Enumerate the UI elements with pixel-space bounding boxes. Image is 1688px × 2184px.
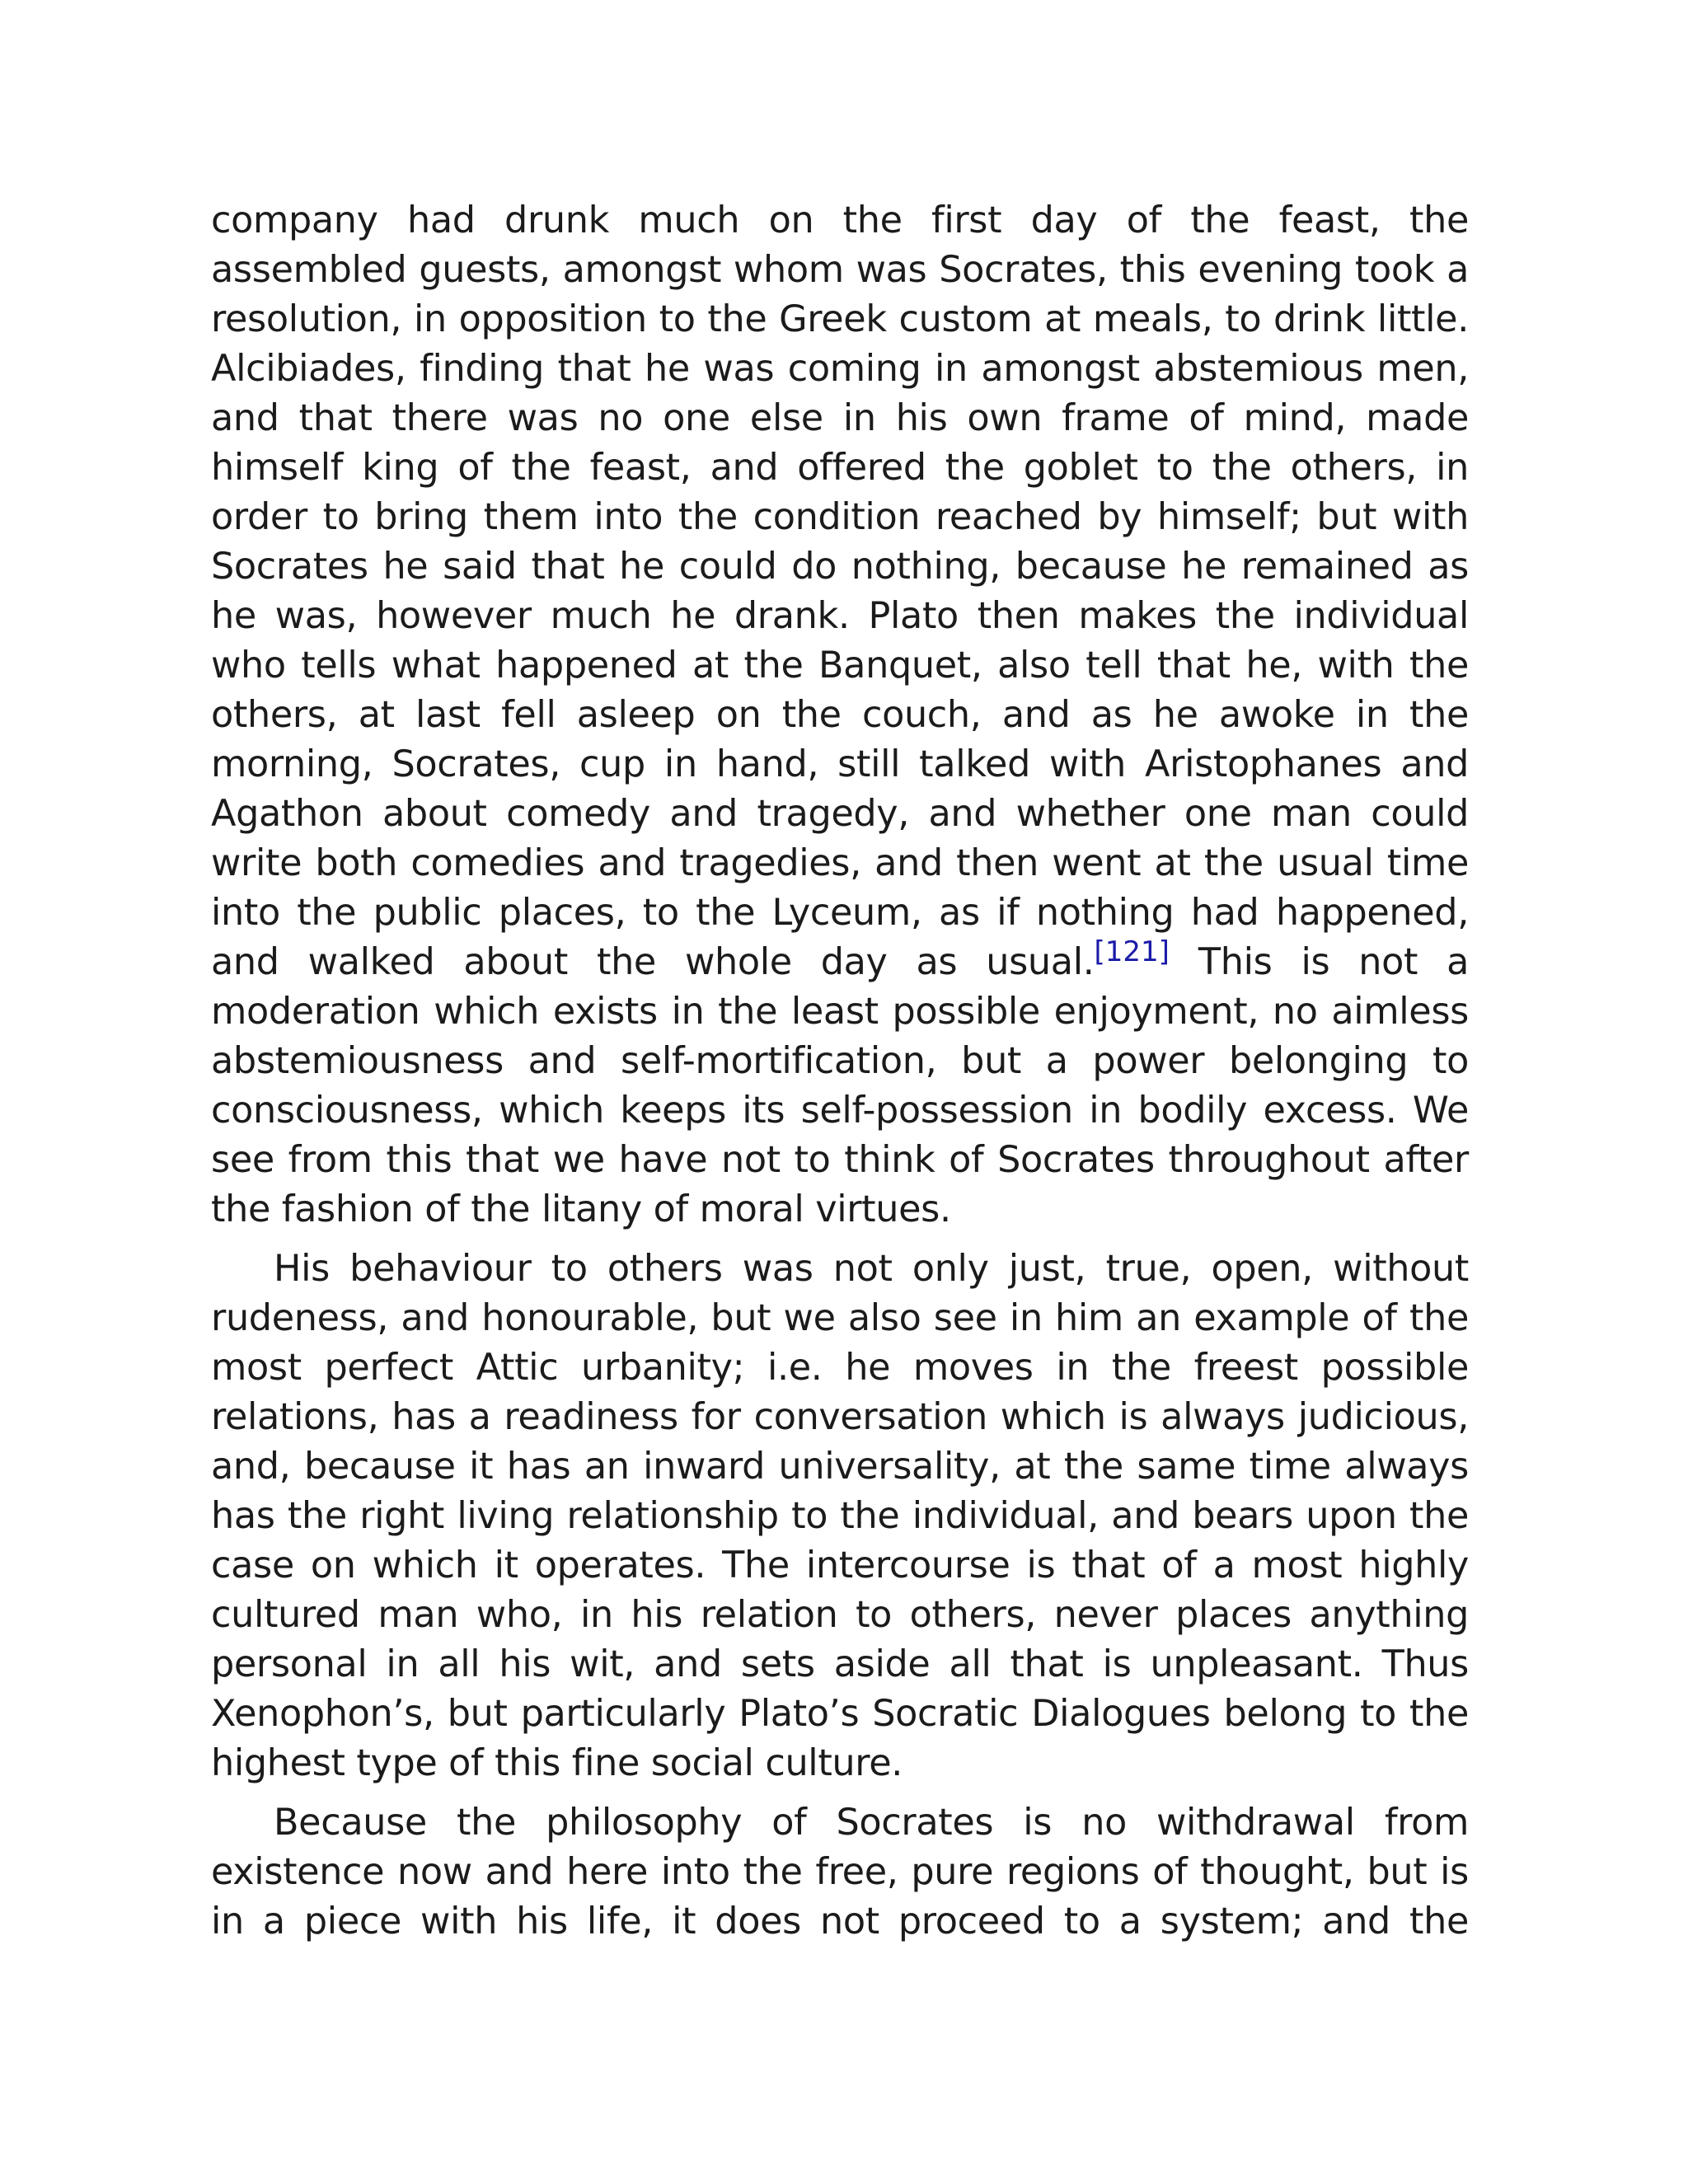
paragraph-text: company had drunk much on the first day of the feast, the assembled guests, amongst whom was Socrates, this evening took a resolution, in opposition to the Greek custom at meals, to drink little. Alcibiades, finding that he was coming in amongst abstemious men, and that there was no one else in his own frame of mind, made himself king of the feast, and offered the goblet to the others, in order to bring them into the condition reached by himself; but with Socrates he said that he could do nothing, because he remained as he was, however much he drank. Plato then makes the individual who tells what happened at the Banquet, also tell that he, with the others, at last fell asleep on the couch, and as he awoke in the morning, Socrates, cup in hand, still talked with Aristophanes and Agathon about comedy and tragedy, and whether one man could write both comedies and tragedies, and then went at the usual time into the public places, to the Lyceum, as if nothing had happened, and walked about the whole day as usual.: [211, 199, 1469, 983]
page-body: [211, 196, 1469, 1957]
paragraph-text: This is not a moderation which exists in the least possible enjoyment, no aimless abstemiousness and self-mortification, but a power belonging to consciousness, which keeps its self-possession in bodily excess. We see from this that we have not to think of Socrates throughout after the fashion of the litany of moral virtues.: [211, 941, 1469, 1230]
paragraph-philosophy: Because the philosophy of Socrates is no withdrawal from existence now and here into the free, pure regions of thought, but is in a piece with his life, it does not proceed to a system; and the: [211, 1802, 1469, 1943]
footnote-link[interactable]: [121]: [1094, 935, 1170, 969]
paragraph-behaviour: His behaviour to others was not only just, true, open, without rudeness, and honourable, but we also see in him an example of the most perfect Attic urbanity; i.e. he moves in the freest possible relations, has a readiness for conversation which is always judicious, and, because it has an inward universality, at the same time always has the right living relationship to the individual, and bears upon the case on which it operates. The intercourse is that of a most highly cultured man who, in his relation to others, never places anything personal in all his wit, and sets aside all that is unpleasant. Thus Xenophon’s, but particularly Plato’s Socratic Dialogues belong to the highest type of this fine social culture.: [211, 1248, 1469, 1784]
paragraph-banquet: [211, 196, 1469, 1235]
